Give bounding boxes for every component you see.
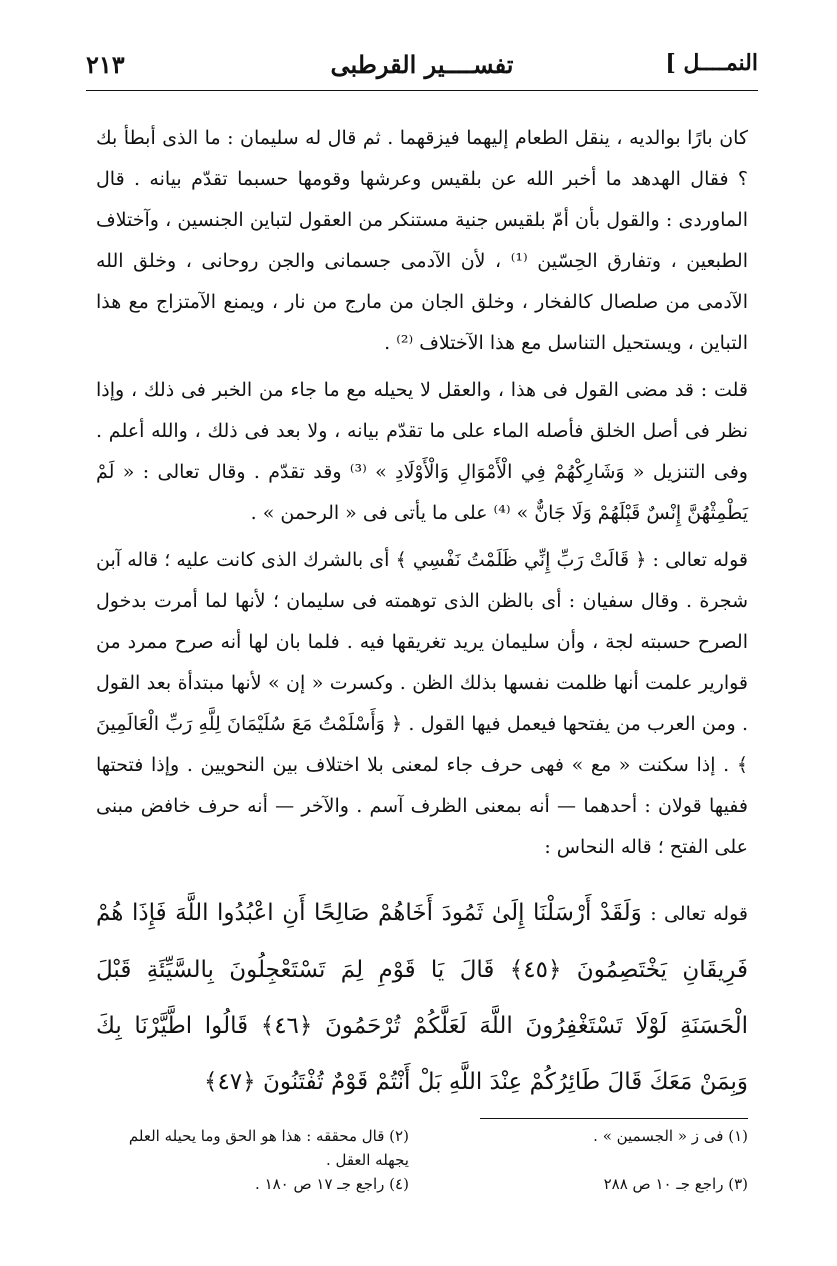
- book-title: تفســــير القرطبى: [330, 50, 514, 79]
- footnotes: [96, 1124, 748, 1196]
- page-header: [86, 42, 758, 88]
- footnote-1: (١) فى ز « الجسمين » .: [593, 1127, 748, 1145]
- footnote-2: (٢) قال محققه : هذا هو الحق وما يحيله العلم يجهله العقل .: [128, 1127, 409, 1169]
- footnote-3: (٣) راجع جـ ١٠ ص ٢٨٨: [603, 1175, 748, 1193]
- verse-intro: قوله تعالى :: [650, 903, 748, 925]
- verse-text: وَلَقَدْ أَرْسَلْنَا إِلَىٰ ثَمُودَ أَخَاهُمْ صَالِحًا أَنِ اعْبُدُوا اللَّهَ فَإِذَا هُمْ فَرِيقَانِ يَخْتَصِمُونَ ﴿٤٥﴾ قَالَ يَا قَوْمِ لِمَ تَسْتَعْجِلُونَ بِالسَّيِّئَةِ قَبْلَ الْحَسَنَةِ لَوْلَا تَسْتَغْفِرُونَ اللَّهَ لَعَلَّكُمْ تُرْحَمُونَ ﴿٤٦﴾ قَالُوا اطَّيَّرْنَا بِكَ وَبِمَنْ مَعَكَ قَالَ طَائِرُكُمْ عِنْدَ اللَّهِ بَلْ أَنْتُمْ قَوْمٌ تُفْتَنُونَ ﴿٤٧﴾: [96, 900, 748, 1095]
- footnote-divider: [480, 1118, 748, 1119]
- chapter-name: النمــــل ]: [665, 50, 758, 76]
- footnote-4: (٤) راجع جـ ١٧ ص ١٨٠ .: [255, 1175, 409, 1193]
- quran-verse-block: [96, 885, 748, 1110]
- page-number: ٢١٣: [86, 50, 125, 79]
- paragraph: قوله تعالى : ﴿ قَالَتْ رَبِّ إِنِّي ظَلَمْتُ نَفْسِي ﴾ أى بالشرك الذى كانت عليه ؛ قاله آبن شجرة . وقال سفيان : أى بالظن الذى توهمته فى سليمان ؛ لأنها لما أمرت بدخول الصرح حسبته لجة ، وأن سليمان يريد تغريقها فيه . فلما بان لها أنه صرح ممرد من قوارير علمت أنها ظلمت نفسها بذلك الظن . وكسرت « إن » لأنها مبتدأة بعد القول . ومن العرب من يفتحها فيعمل فيها القول . ﴿ وَأَسْلَمْتُ مَعَ سُلَيْمَانَ لِلَّهِ رَبِّ الْعَالَمِينَ ﴾ . إذا سكنت « مع » فهى حرف جاء لمعنى بلا اختلاف بين النحويين . وإذا فتحتها ففيها قولان : أحدهما — أنه بمعنى الظرف آسم . والآخر — أنه حرف خافض مبنى على الفتح ؛ قاله النحاس :: [96, 549, 748, 858]
- paragraph: كان بارًا بوالديه ، ينقل الطعام إليهما فيزقهما . ثم قال له سليمان : ما الذى أبطأ بك ؟ فقال الهدهد ما أخبر الله عن بلقيس وعرشها وقومها حسبما تقدّم بيانه . قال الماوردى : والقول بأن أمّ بلقيس جنية مستنكر من العقول لتباين الجنسين ، وآختلاف الطبعين ، وتفارق الحِسّين ⁽¹⁾ ، لأن الآدمى جسمانى والجن روحانى ، وخلق الله الآدمى من صلصال كالفخار ، وخلق الجان من مارج من نار ، ويمنع الآمتزاج مع هذا التباين ، ويستحيل التناسل مع هذا الآختلاف ⁽²⁾ .: [96, 127, 749, 354]
- main-text: [96, 118, 748, 868]
- header-divider: [86, 90, 758, 91]
- paragraph: قلت : قد مضى القول فى هذا ، والعقل لا يحيله مع ما جاء من الخبر فى ذلك ، وإذا نظر فى أصل الخلق فأصله الماء على ما تقدّم بيانه ، ولا بعد فى ذلك ، والله أعلم . وفى التنزيل « وَشَارِكْهُمْ فِي الْأَمْوَالِ وَالْأَوْلَادِ » ⁽³⁾ وقد تقدّم . وقال تعالى : « لَمْ يَطْمِثْهُنَّ إِنْسٌ قَبْلَهُمْ وَلَا جَانٌّ » ⁽⁴⁾ على ما يأتى فى « الرحمن » .: [96, 379, 748, 524]
